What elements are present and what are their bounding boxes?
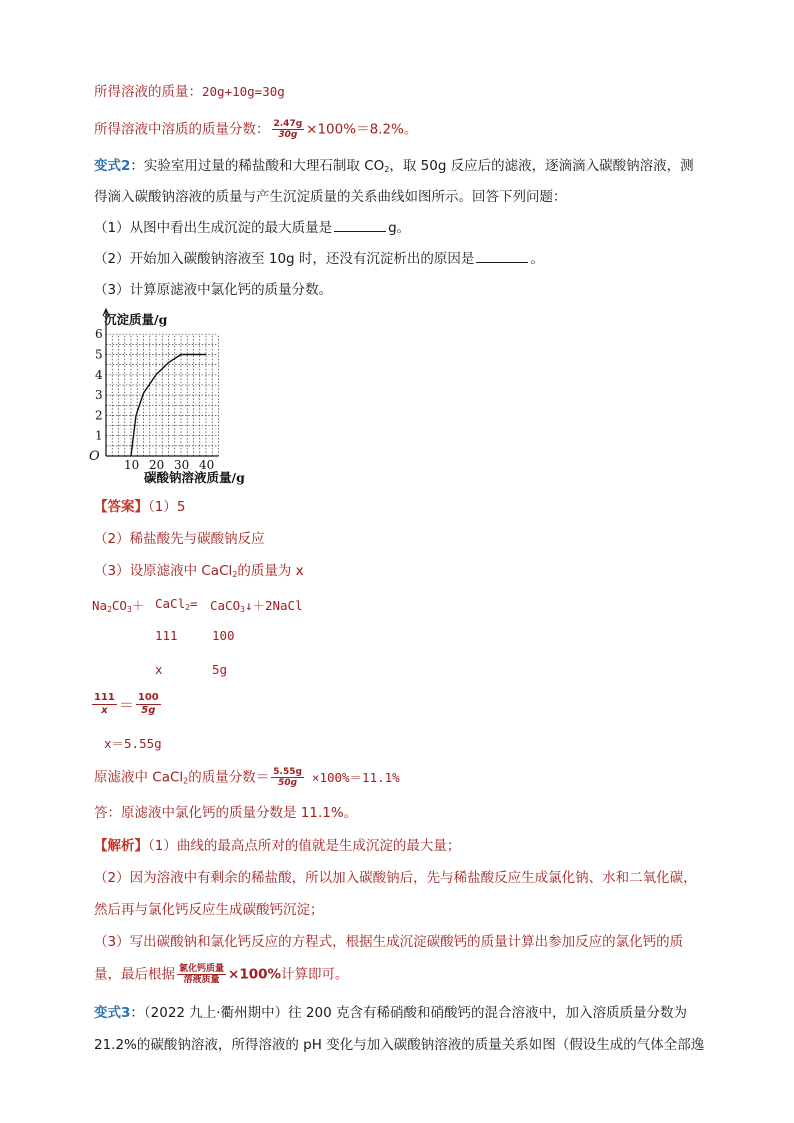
variant2-intro-line2: 得滴入碳酸钠溶液的质量与产生沉淀质量的关系曲线如图所示。回答下列问题： bbox=[94, 189, 567, 205]
analysis-tag: 【解析】 bbox=[94, 838, 148, 854]
x-tick-label: 10 bbox=[124, 458, 140, 472]
ratio-frac-1: $\frac{111}{x}$ bbox=[94, 692, 115, 716]
ratio-frac-2: $\frac{100}{5g}$ bbox=[137, 692, 159, 716]
chart-origin-label: O bbox=[89, 449, 100, 464]
unknown-x: x bbox=[155, 662, 163, 677]
equation-products: CaCO$_3$↓＋2NaCl bbox=[210, 598, 303, 614]
analysis-3-line2: 量，最后根据 $\frac{\text{氯化钙质量}}{\text{溶液质量}}$ ×100%计算即可。 bbox=[94, 964, 349, 985]
answer-3: （3）设原滤液中 CaCl$_2$的质量为 x bbox=[94, 563, 304, 579]
y-tick-label: 1 bbox=[95, 428, 103, 443]
mass-5g: 5g bbox=[212, 662, 228, 677]
analysis-3-line1: （3）写出碳酸钠和氯化钙反应的方程式，根据生成沉淀碳酸钙的质量计算出参加反应的氯化钙的质 bbox=[94, 934, 684, 950]
x-result: x＝5.55g bbox=[104, 736, 162, 751]
y-tick-label: 4 bbox=[95, 367, 103, 382]
variant2-question-3: （3）计算原滤液中氯化钙的质量分数。 bbox=[94, 282, 333, 298]
chart-grid bbox=[106, 334, 219, 456]
molar-mass-caco3: 100 bbox=[212, 628, 235, 643]
chart-ylabel: 沉淀质量/g bbox=[104, 312, 168, 327]
answer-blank-1[interactable] bbox=[334, 219, 386, 232]
solute-fraction-tail: ×100%＝8.2%。 bbox=[306, 121, 418, 138]
solute-fraction-label: 所得溶液中溶质的质量分数： bbox=[94, 121, 270, 138]
variant3-label: 变式3 bbox=[94, 1005, 131, 1021]
answer-tag: 【答案】 bbox=[94, 499, 148, 515]
equation-reactant-cacl2: CaCl$_2$= bbox=[155, 596, 198, 612]
analysis-line-1: 【解析】（1）曲线的最高点所对的值就是生成沉淀的最大量； bbox=[94, 838, 461, 854]
ratio-equation: $\frac{111}{x}$ ＝ $\frac{100}{5g}$ bbox=[94, 692, 159, 716]
solution-mass-line bbox=[94, 82, 285, 102]
variant2-intro-line1: 变式2：实验室用过量的稀盐酸和大理石制取 $CO_2$，取 50g 反应后的滤液，逐滴滴入碳酸钠溶液，测 bbox=[94, 158, 694, 174]
variant3-line2: 21.2%的碳酸钠溶液，所得溶液的 pH 变化与加入碳酸钠溶液的质量关系如图（假设生成的气体全部逸 bbox=[94, 1037, 705, 1053]
y-tick-label: 3 bbox=[95, 388, 103, 403]
molar-mass-cacl2: 111 bbox=[155, 628, 178, 643]
x-tick-label: 20 bbox=[149, 458, 165, 472]
chart-xlabel: 碳酸钠溶液质量/g bbox=[144, 470, 245, 485]
fraction-result-frac: $\frac{5.55g}{50g}$ bbox=[273, 767, 302, 788]
precipitate-mass-chart bbox=[86, 306, 266, 490]
y-tick-label: 2 bbox=[95, 408, 103, 423]
answer-2: （2）稀盐酸先与碳酸钠反应 bbox=[94, 531, 265, 547]
answer-line-1 bbox=[94, 497, 185, 517]
solution-mass-label: 所得溶液的质量： bbox=[94, 84, 202, 100]
variant2-label: 变式2 bbox=[94, 158, 131, 174]
x-tick-label: 40 bbox=[199, 458, 215, 472]
analysis-formula-frac: $\frac{\text{氯化钙质量}}{\text{溶液质量}}$ bbox=[179, 964, 225, 985]
solute-fraction-frac: $\frac{2.47g}{30g}$ bbox=[273, 119, 303, 140]
variant3-line1: 变式3：（2022 九上·衢州期中）往 200 克含有稀硝酸和硝酸钙的混合溶液中，加入溶质质量分数为 bbox=[94, 1005, 687, 1021]
chart-axes bbox=[103, 309, 219, 456]
chart-ticks bbox=[95, 327, 214, 472]
variant2-question-1: （1）从图中看出生成沉淀的最大质量是 g。 bbox=[94, 220, 411, 236]
analysis-2-line1: （2）因为溶液中有剩余的稀盐酸，所以加入碳酸钠后，先与稀盐酸反应生成氯化钠、水和二氧化碳， bbox=[94, 870, 697, 886]
solution-mass-value: 20g+10g=30g bbox=[202, 84, 285, 99]
answer-1: （1）5 bbox=[148, 499, 186, 515]
analysis-2-line2: 然后再与氯化钙反应生成碳酸钙沉淀； bbox=[94, 902, 324, 918]
variant2-question-2: （2）开始加入碳酸钠溶液至 10g 时，还没有沉淀析出的原因是 。 bbox=[94, 251, 544, 267]
x-tick-label: 30 bbox=[174, 458, 190, 472]
equation-reactant-na2co3: $Na_2CO_3+$ bbox=[92, 598, 145, 614]
y-tick-label: 5 bbox=[95, 347, 103, 362]
y-tick-label: 6 bbox=[95, 327, 103, 342]
fraction-result-line: 原滤液中 CaCl$_2$的质量分数＝ $\frac{5.55g}{50g}$ ×100%＝11.1% bbox=[94, 767, 400, 788]
answer-blank-2[interactable] bbox=[476, 250, 528, 263]
solute-fraction-line bbox=[94, 119, 417, 140]
answer-conclusion: 答：原滤液中氯化钙的质量分数是 11.1%。 bbox=[94, 805, 358, 821]
